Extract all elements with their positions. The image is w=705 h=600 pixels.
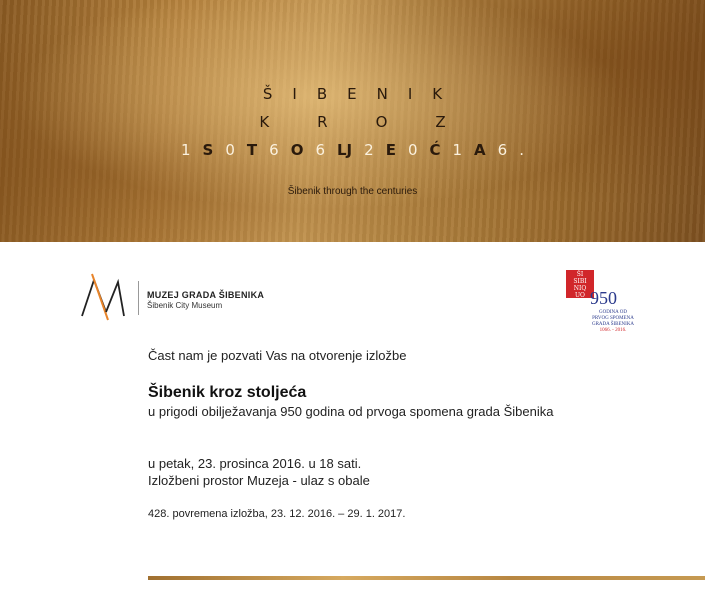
- seal-line: SIBI: [573, 278, 587, 285]
- event-venue: Izložbeni prostor Muzeja - ulaz s obale: [148, 473, 370, 488]
- anniversary-caption-line: PRVOG SPOMENA: [592, 316, 634, 321]
- title-line3-char: 6: [497, 141, 508, 159]
- title-line3-char: S: [202, 141, 214, 159]
- title_line1-letter: B: [316, 85, 328, 103]
- museum-name: MUZEJ GRADA ŠIBENIKA: [147, 290, 265, 300]
- title_line2-letter: O: [375, 113, 388, 131]
- title-line-kroz: [0, 113, 705, 131]
- seal-line: NIQ: [573, 285, 587, 292]
- title-line3-char: 1: [181, 141, 191, 159]
- title-line3-char: T: [246, 141, 258, 159]
- title_line1-letter: I: [292, 85, 297, 103]
- title_line1-letter: Š: [262, 85, 273, 103]
- event-date: u petak, 23. prosinca 2016. u 18 sati.: [148, 456, 362, 471]
- title-line3-char: 2: [364, 141, 374, 159]
- title-line-sibenik: [0, 85, 705, 103]
- occasion-text: u prigodi obilježavanja 950 godina od prvoga spomena grada Šibenika: [148, 404, 554, 419]
- title_line2-letter: K: [259, 113, 270, 131]
- anniversary-caption: [586, 310, 640, 334]
- title-line3-char: 0: [407, 141, 418, 159]
- title_line1-letter: I: [407, 85, 413, 103]
- title_line2-letter: Z: [435, 113, 446, 131]
- title-line3-char: Ć: [429, 141, 441, 159]
- title-line3-char: 6: [269, 141, 279, 159]
- museum-name-english: Šibenik City Museum: [147, 301, 223, 310]
- title_line2-letter: R: [317, 113, 328, 131]
- seal-line: UO: [575, 292, 585, 299]
- logo-divider: [138, 281, 139, 315]
- gold-footer-bar: [148, 576, 705, 580]
- museum-m-logo-icon: [78, 272, 138, 322]
- exhibition-info: 428. povremena izložba, 23. 12. 2016. – 29. 1. 2017.: [148, 508, 406, 520]
- title-line3-char: A: [474, 141, 486, 159]
- anniversary-caption-line: GODINA OD: [599, 310, 627, 315]
- title-line3-char: LJ: [337, 141, 353, 159]
- title-line3-char: 6: [315, 141, 325, 159]
- exhibition-title: Šibenik kroz stoljeća: [148, 384, 307, 401]
- title-line-stoljeca: [0, 141, 705, 159]
- title-line3-char: 0: [225, 141, 235, 159]
- anniversary-number: 950: [590, 288, 617, 308]
- title-line3-char: 1: [452, 141, 463, 159]
- title-line3-char: O: [290, 141, 304, 159]
- title_line1-letter: K: [432, 85, 443, 103]
- title_line1-letter: E: [347, 85, 357, 103]
- title-line3-char: E: [385, 141, 396, 159]
- gold-header-banner: [0, 0, 705, 242]
- anniversary-years: 1066. - 2016.: [599, 328, 627, 333]
- anniversary-caption-line: GRADA ŠIBENIKA: [591, 322, 635, 327]
- title-line3-char: .: [519, 141, 524, 159]
- invitation-text: Čast nam je pozvati Vas na otvorenje izložbe: [148, 348, 407, 363]
- subtitle-english: Šibenik through the centuries: [287, 186, 418, 197]
- seal-line: ŠI: [576, 271, 584, 278]
- anniversary-logo: [566, 270, 646, 340]
- title_line1-letter: N: [376, 85, 388, 103]
